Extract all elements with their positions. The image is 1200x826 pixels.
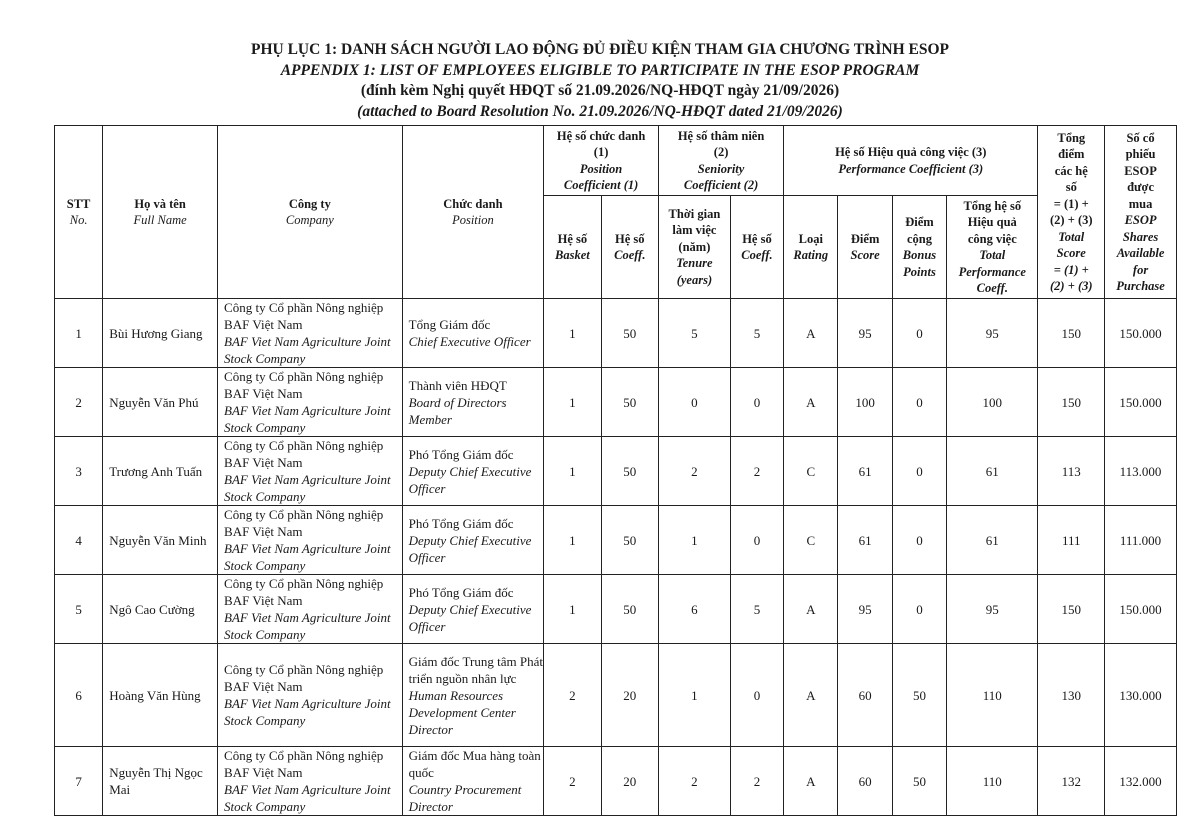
table-row [55,299,1177,368]
cell-esop-shares: 113.000 [1105,437,1177,506]
cell-rating: A [784,299,838,368]
cell-rating: A [784,575,838,644]
cell-esop-shares: 111.000 [1105,506,1177,575]
cell-tenure: 0 [659,368,731,437]
resolution-ref-en: (attached to Board Resolution No. 21.09.2026/NQ-HĐQT dated 21/09/2026) [357,102,843,120]
cell-esop-shares: 150.000 [1105,368,1177,437]
cell-bonus: 0 [892,575,946,644]
header-tenure: Thời gian làm việc (năm) Tenure (years) [659,196,731,299]
cell-bonus: 0 [892,506,946,575]
cell-total-performance: 110 [947,747,1038,816]
cell-position: Tổng Giám đốc Chief Executive Officer [402,299,544,368]
table-row [55,644,1177,747]
cell-seniority-coeff: 2 [730,437,783,506]
table-row [55,368,1177,437]
cell-bonus: 0 [892,437,946,506]
cell-seniority-coeff: 0 [730,368,783,437]
cell-total-performance: 95 [947,575,1038,644]
cell-position-coeff: 50 [601,506,658,575]
cell-rating: C [784,437,838,506]
cell-full-name: Nguyễn Văn Phú [103,368,218,437]
cell-full-name: Trương Anh Tuấn [103,437,218,506]
cell-total-score: 132 [1038,747,1105,816]
cell-rating: C [784,506,838,575]
cell-score: 100 [838,368,892,437]
cell-total-performance: 61 [947,437,1038,506]
cell-esop-shares: 132.000 [1105,747,1177,816]
cell-company: Công ty Cổ phần Nông nghiệp BAF Việt Nam BAF Viet Nam Agriculture Joint Stock Company [218,575,403,644]
cell-total-performance: 61 [947,506,1038,575]
cell-basket: 1 [544,368,601,437]
header-position-coeff: Hệ số Coeff. [601,196,658,299]
cell-total-score: 150 [1038,575,1105,644]
cell-total-score: 130 [1038,644,1105,747]
cell-company: Công ty Cổ phần Nông nghiệp BAF Việt Nam BAF Viet Nam Agriculture Joint Stock Company [218,299,403,368]
cell-position: Giám đốc Trung tâm Phát triển nguồn nhân lực Human Resources Development Center Director [402,644,544,747]
cell-bonus: 0 [892,299,946,368]
cell-basket: 1 [544,506,601,575]
header-esop-shares: Số cổ phiếu ESOP được mua ESOP Shares Available for Purchase [1105,126,1177,299]
cell-rating: A [784,368,838,437]
cell-company: Công ty Cổ phần Nông nghiệp BAF Việt Nam BAF Viet Nam Agriculture Joint Stock Company [218,506,403,575]
cell-tenure: 1 [659,644,731,747]
cell-position-coeff: 20 [601,747,658,816]
cell-no: 3 [55,437,103,506]
cell-seniority-coeff: 2 [730,747,783,816]
cell-total-score: 111 [1038,506,1105,575]
cell-basket: 1 [544,437,601,506]
table-row [55,506,1177,575]
cell-position-coeff: 50 [601,437,658,506]
table-row [55,437,1177,506]
header-seniority-coefficient: Hệ số thâm niên (2) Seniority Coefficient (2) [659,126,784,196]
cell-score: 60 [838,747,892,816]
cell-seniority-coeff: 0 [730,506,783,575]
cell-position-coeff: 50 [601,368,658,437]
cell-seniority-coeff: 5 [730,575,783,644]
cell-esop-shares: 150.000 [1105,575,1177,644]
document-title-block [0,40,1200,122]
header-company: Công ty Company [218,126,403,299]
cell-company: Công ty Cổ phần Nông nghiệp BAF Việt Nam BAF Viet Nam Agriculture Joint Stock Company [218,747,403,816]
cell-seniority-coeff: 0 [730,644,783,747]
header-seniority-coeff: Hệ số Coeff. [730,196,783,299]
cell-full-name: Hoàng Văn Hùng [103,644,218,747]
cell-company: Công ty Cổ phần Nông nghiệp BAF Việt Nam BAF Viet Nam Agriculture Joint Stock Company [218,368,403,437]
table-row [55,747,1177,816]
title-vi: PHỤ LỤC 1: DANH SÁCH NGƯỜI LAO ĐỘNG ĐỦ ĐIỀU KIỆN THAM GIA CHƯƠNG TRÌNH ESOP [251,41,949,58]
resolution-ref-vi: (đính kèm Nghị quyết HĐQT số 21.09.2026/NQ-HĐQT ngày 21/09/2026) [360,82,840,99]
cell-tenure: 2 [659,747,731,816]
cell-esop-shares: 130.000 [1105,644,1177,747]
cell-position: Thành viên HĐQT Board of Directors Member [402,368,544,437]
header-rating: Loại Rating [784,196,838,299]
title-en: APPENDIX 1: LIST OF EMPLOYEES ELIGIBLE TO PARTICIPATE IN THE ESOP PROGRAM [280,61,920,79]
cell-total-performance: 110 [947,644,1038,747]
cell-total-score: 113 [1038,437,1105,506]
cell-score: 61 [838,506,892,575]
cell-no: 7 [55,747,103,816]
cell-total-performance: 95 [947,299,1038,368]
header-score: Điểm Score [838,196,892,299]
cell-score: 95 [838,575,892,644]
cell-no: 1 [55,299,103,368]
cell-total-performance: 100 [947,368,1038,437]
esop-employee-table [54,125,1177,816]
cell-company: Công ty Cổ phần Nông nghiệp BAF Việt Nam BAF Viet Nam Agriculture Joint Stock Company [218,644,403,747]
cell-position-coeff: 20 [601,644,658,747]
cell-score: 60 [838,644,892,747]
cell-basket: 2 [544,747,601,816]
cell-tenure: 1 [659,506,731,575]
cell-basket: 2 [544,644,601,747]
cell-position: Phó Tổng Giám đốc Deputy Chief Executive Officer [402,506,544,575]
header-position-coefficient: Hệ số chức danh (1) Position Coefficient (1) [544,126,659,196]
cell-full-name: Nguyễn Văn Minh [103,506,218,575]
cell-rating: A [784,644,838,747]
header-performance-coefficient: Hệ số Hiệu quả công việc (3) Performance Coefficient (3) [784,126,1038,196]
cell-score: 61 [838,437,892,506]
cell-bonus: 50 [892,644,946,747]
cell-basket: 1 [544,299,601,368]
header-position: Chức danh Position [402,126,544,299]
cell-tenure: 6 [659,575,731,644]
header-basket: Hệ số Basket [544,196,601,299]
cell-tenure: 5 [659,299,731,368]
cell-position-coeff: 50 [601,299,658,368]
cell-esop-shares: 150.000 [1105,299,1177,368]
cell-position: Phó Tổng Giám đốc Deputy Chief Executive Officer [402,575,544,644]
cell-rating: A [784,747,838,816]
cell-position-coeff: 50 [601,575,658,644]
cell-position: Phó Tổng Giám đốc Deputy Chief Executive Officer [402,437,544,506]
cell-no: 4 [55,506,103,575]
cell-full-name: Nguyễn Thị Ngọc Mai [103,747,218,816]
cell-bonus: 50 [892,747,946,816]
cell-no: 6 [55,644,103,747]
cell-score: 95 [838,299,892,368]
header-full-name: Họ và tên Full Name [103,126,218,299]
cell-position: Giám đốc Mua hàng toàn quốc Country Procurement Director [402,747,544,816]
header-total-performance: Tổng hệ số Hiệu quả công việc Total Performance Coeff. [947,196,1038,299]
cell-full-name: Bùi Hương Giang [103,299,218,368]
table-row [55,575,1177,644]
cell-basket: 1 [544,575,601,644]
cell-bonus: 0 [892,368,946,437]
cell-total-score: 150 [1038,368,1105,437]
cell-seniority-coeff: 5 [730,299,783,368]
cell-no: 5 [55,575,103,644]
cell-full-name: Ngô Cao Cường [103,575,218,644]
header-total-score: Tổng điểm các hệ số = (1) + (2) + (3) Total Score = (1) + (2) + (3) [1038,126,1105,299]
cell-total-score: 150 [1038,299,1105,368]
cell-tenure: 2 [659,437,731,506]
cell-company: Công ty Cổ phần Nông nghiệp BAF Việt Nam BAF Viet Nam Agriculture Joint Stock Company [218,437,403,506]
header-stt: STT No. [55,126,103,299]
header-bonus-points: Điểm cộng Bonus Points [892,196,946,299]
cell-no: 2 [55,368,103,437]
